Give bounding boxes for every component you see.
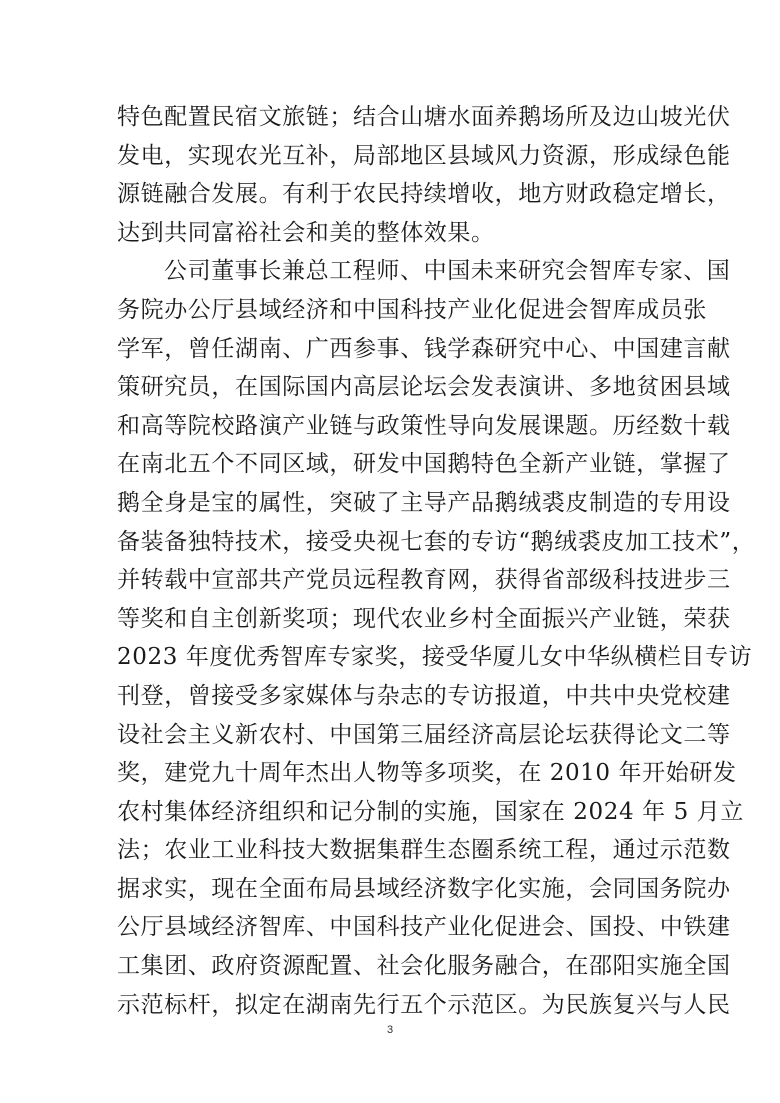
body-text — [117, 98, 756, 1024]
text-line: 策研究员，在国际国内高层论坛会发表演讲、多地贫困县域 — [117, 374, 731, 401]
text-line: 法；农业工业科技大数据集群生态圈系统工程，通过示范数 — [117, 837, 731, 864]
text-line-indented: 公司董事长兼总工程师、中国未来研究会智库专家、国 — [164, 258, 731, 285]
text-line: 务院办公厅县域经济和中国科技产业化促进会智库成员张 — [117, 296, 707, 323]
text-line: 鹅全身是宝的属性，突破了主导产品鹅绒裘皮制造的专用设 — [117, 489, 731, 516]
text-line: 刊登，曾接受多家媒体与杂志的专访报道，中共中央党校建 — [117, 682, 731, 709]
text-line: 奖，建党九十周年杰出人物等多项奖，在 2010 年开始研发 — [117, 760, 737, 787]
text-line: 学军，曾任湖南、广西参事、钱学森研究中心、中国建言献 — [117, 335, 731, 362]
text-line: 和高等院校路演产业链与政策性导向发展课题。历经数十载 — [117, 412, 731, 439]
text-line: 农村集体经济组织和记分制的实施，国家在 2024 年 5 月立 — [117, 798, 745, 825]
text-line: 特色配置民宿文旅链；结合山塘水面养鹅场所及边山坡光伏 — [117, 104, 731, 130]
text-line: 并转载中宣部共产党员远程教育网，获得省部级科技进步三 — [117, 567, 731, 594]
text-line: 据求实，现在全面布局县域经济数字化实施，会同国务院办 — [117, 875, 731, 902]
text-line: 达到共同富裕社会和美的整体效果。 — [117, 219, 495, 246]
text-line: 源链融合发展。有利于农民持续增收，地方财政稳定增长， — [117, 181, 731, 208]
text-line: 在南北五个不同区域，研发中国鹅特色全新产业链，掌握了 — [117, 451, 731, 478]
text-line: 示范标杆，拟定在湖南先行五个示范区。为民族复兴与人民 — [117, 991, 731, 1018]
text-line: 发电，实现农光互补，局部地区县域风力资源，形成绿色能 — [117, 142, 731, 169]
page-number: 3 — [386, 1024, 394, 1036]
text-line: 等奖和自主创新奖项；现代农业乡村全面振兴产业链，荣获 — [117, 605, 731, 632]
text-line: 2023 年度优秀智库专家奖，接受华厦儿女中华纵横栏目专访 — [117, 644, 753, 671]
text-line: 设社会主义新农村、中国第三届经济高层论坛获得论文二等 — [117, 721, 731, 748]
text-line: 工集团、政府资源配置、社会化服务融合，在邵阳实施全国 — [117, 953, 731, 980]
text-line: 备装备独特技术，接受央视七套的专访“鹅绒裘皮加工技术”， — [117, 528, 756, 555]
text-line: 公厅县域经济智库、中国科技产业化促进会、国投、中铁建 — [117, 914, 731, 941]
